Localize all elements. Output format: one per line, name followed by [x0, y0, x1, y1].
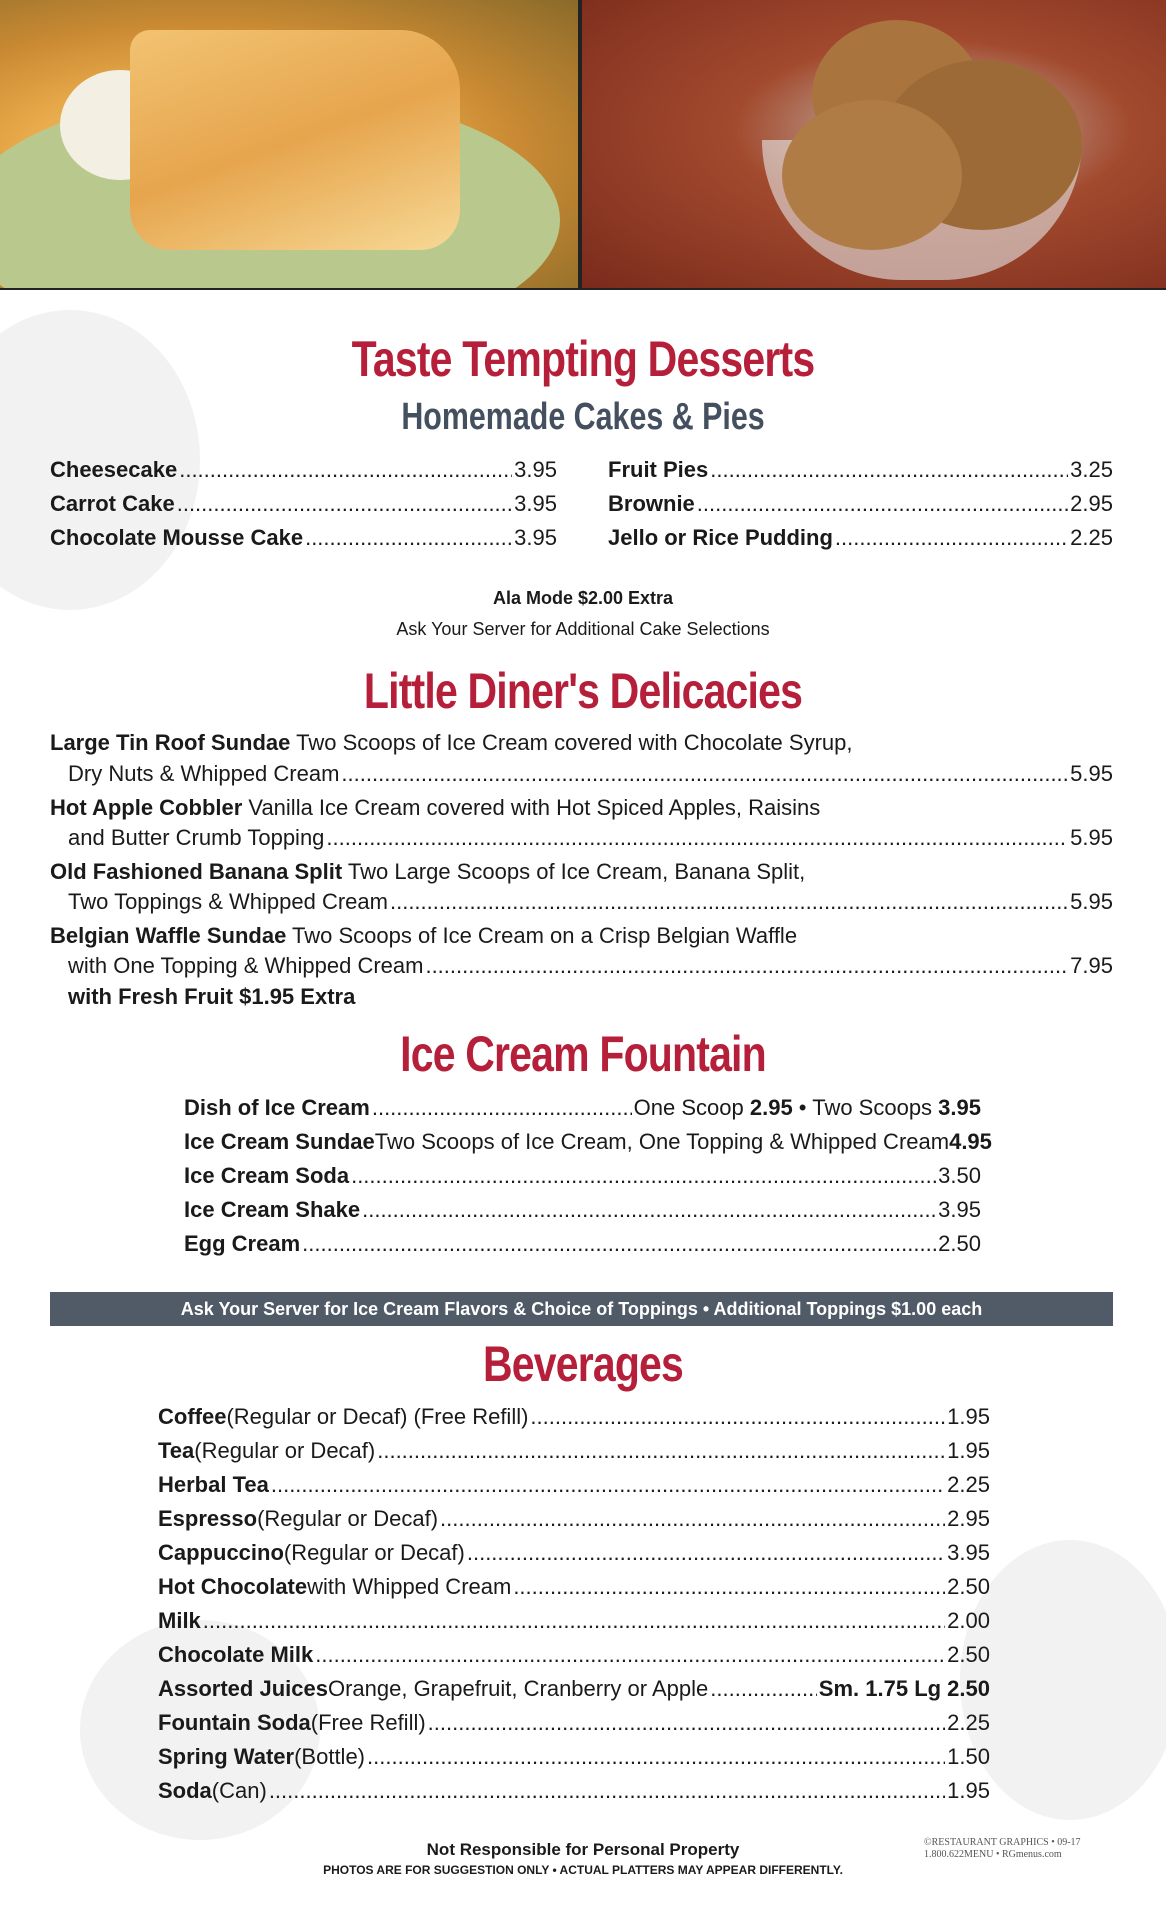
menu-item: Tea (Regular or Decaf) ..... 1.95: [158, 1438, 990, 1466]
disclaimer-property: Not Responsible for Personal Property: [426, 1840, 740, 1859]
menu-content: [0, 290, 1166, 1920]
menu-item: Cappuccino (Regular or Decaf) ..... 3.95: [158, 1540, 990, 1568]
menu-item: Chocolate Milk ..... 2.50: [158, 1642, 990, 1670]
delicacy-name-line: Hot Apple Cobbler Vanilla Ice Cream covered with Hot Spiced Apples, Raisins: [50, 795, 821, 820]
delicacy-name-line: Large Tin Roof Sundae Two Scoops of Ice Cream covered with Chocolate Syrup,: [50, 730, 853, 755]
cakes-pies-heading: Homemade Cakes & Pies: [401, 396, 765, 438]
cake-selection-note: Ask Your Server for Additional Cake Selections: [396, 619, 770, 639]
menu-item: Spring Water (Bottle) ..... 1.50: [158, 1744, 990, 1772]
menu-item: Assorted Juices Orange, Grapefruit, Cranberry or Apple ..... Sm. 1.75 Lg 2.50: [158, 1676, 990, 1704]
menu-item: Hot Chocolate with Whipped Cream ..... 2.50: [158, 1574, 990, 1602]
menu-item: Egg Cream ..... 2.50: [184, 1231, 981, 1259]
ice-cream-bowl-photo: [582, 0, 1166, 288]
menu-item: Cheesecake ..... 3.95: [50, 457, 557, 485]
toppings-banner: Ask Your Server for Ice Cream Flavors & Choice of Toppings • Additional Toppings $1.00 each: [50, 1292, 1113, 1326]
menu-item: Ice Cream Soda ..... 3.50: [184, 1163, 981, 1191]
fresh-fruit-extra: with Fresh Fruit $1.95 Extra: [68, 984, 356, 1009]
menu-item: Carrot Cake ..... 3.95: [50, 491, 557, 519]
menu-item: Two Toppings & Whipped Cream ..... 5.95: [68, 889, 1113, 917]
disclaimer-photos: PHOTOS ARE FOR SUGGESTION ONLY • ACTUAL PLATTERS MAY APPEAR DIFFERENTLY.: [323, 1863, 843, 1877]
menu-item: Fruit Pies ..... 3.25: [608, 457, 1113, 485]
delicacies-heading: Little Diner's Delicacies: [363, 663, 803, 719]
menu-item: with One Topping & Whipped Cream ..... 7.95: [68, 953, 1113, 981]
menu-item: Brownie ..... 2.95: [608, 491, 1113, 519]
menu-item: and Butter Crumb Topping ..... 5.95: [68, 825, 1113, 853]
menu-item: Dish of Ice Cream ..... One Scoop 2.95 • Two Scoops 3.95: [184, 1095, 981, 1123]
menu-item: Chocolate Mousse Cake ..... 3.95: [50, 525, 557, 553]
menu-item: Herbal Tea ..... 2.25: [158, 1472, 990, 1500]
delicacy-name-line: Old Fashioned Banana Split Two Large Scoops of Ice Cream, Banana Split,: [50, 859, 806, 884]
menu-item: Soda (Can) ..... 1.95: [158, 1778, 990, 1806]
photo-strip: [0, 0, 1166, 290]
menu-item: Ice Cream Sundae Two Scoops of Ice Cream, One Topping & Whipped Cream 4.95: [184, 1129, 992, 1154]
beverages-heading: Beverages: [482, 1336, 684, 1392]
menu-item: Dry Nuts & Whipped Cream ..... 5.95: [68, 761, 1113, 789]
menu-item: Fountain Soda (Free Refill) ..... 2.25: [158, 1710, 990, 1738]
delicacy-name-line: Belgian Waffle Sundae Two Scoops of Ice Cream on a Crisp Belgian Waffle: [50, 923, 798, 948]
fountain-heading: Ice Cream Fountain: [400, 1026, 766, 1082]
menu-item: Milk ..... 2.00: [158, 1608, 990, 1636]
apple-pie-photo: [0, 0, 578, 288]
ala-mode-note: Ala Mode $2.00 Extra: [492, 588, 674, 608]
printer-credit: ©RESTAURANT GRAPHICS • 09-17 1.800.622MENU • RGmenus.com: [924, 1837, 1081, 1860]
page-title: Taste Tempting Desserts: [351, 331, 815, 387]
menu-item: Jello or Rice Pudding ..... 2.25: [608, 525, 1113, 553]
menu-item: Ice Cream Shake ..... 3.95: [184, 1197, 981, 1225]
menu-item: Coffee (Regular or Decaf) (Free Refill) ..... 1.95: [158, 1404, 990, 1432]
menu-item: Espresso (Regular or Decaf) ..... 2.95: [158, 1506, 990, 1534]
